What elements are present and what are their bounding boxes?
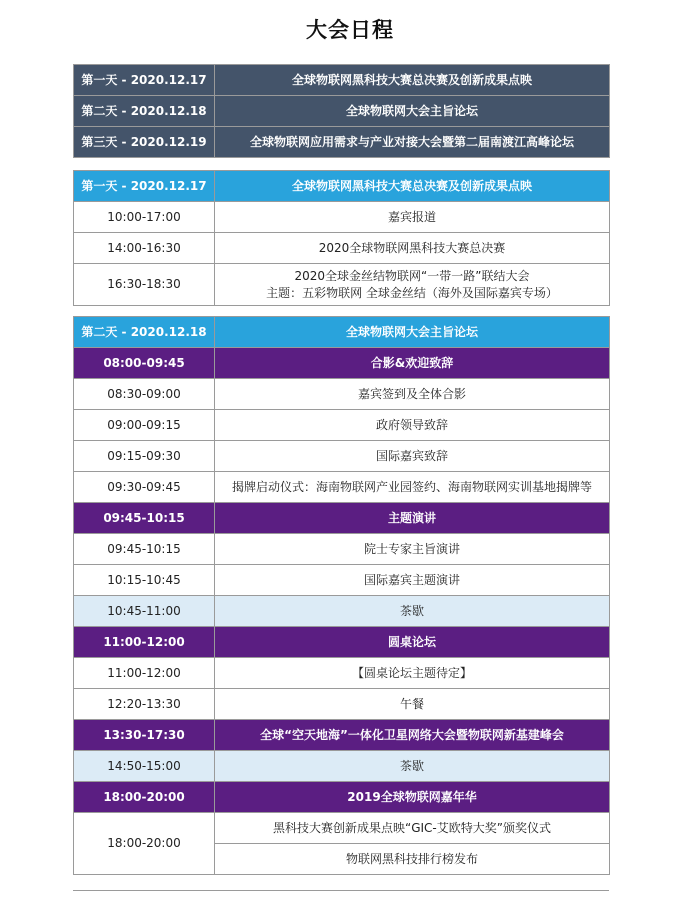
session-topic: 全球“空天地海”一体化卫星网络大会暨物联网新基建峰会	[215, 720, 610, 751]
break-row	[74, 596, 610, 627]
session-time: 11:00-12:00	[74, 627, 215, 658]
event-cell: 揭牌启动仪式：海南物联网产业园签约、海南物联网实训基地揭牌等	[215, 472, 610, 503]
session-header-row	[74, 348, 610, 379]
time-cell: 12:20-13:30	[74, 689, 215, 720]
day2-header-topic: 全球物联网大会主旨论坛	[215, 317, 610, 348]
event-line: 2020全球金丝结物联网“一带一路”联结大会	[294, 268, 530, 283]
day1-header-day: 第一天 - 2020.12.17	[74, 171, 215, 202]
session-header-row	[74, 503, 610, 534]
table-row	[74, 202, 610, 233]
overview-row	[74, 127, 610, 158]
day1-table	[73, 170, 610, 306]
event-cell: 2020全球物联网黑科技大赛总决赛	[215, 233, 610, 264]
event-cell: 午餐	[215, 689, 610, 720]
overview-day: 第三天 - 2020.12.19	[74, 127, 215, 158]
table-row	[74, 410, 610, 441]
session-topic: 圆桌论坛	[215, 627, 610, 658]
time-cell: 09:30-09:45	[74, 472, 215, 503]
session-topic: 2019全球物联网嘉年华	[215, 782, 610, 813]
time-cell: 18:00-20:00	[74, 813, 215, 875]
time-cell: 14:50-15:00	[74, 751, 215, 782]
session-time: 18:00-20:00	[74, 782, 215, 813]
event-cell: 院士专家主旨演讲	[215, 534, 610, 565]
table-row	[74, 689, 610, 720]
table-row	[74, 233, 610, 264]
overview-topic: 全球物联网应用需求与产业对接大会暨第二届南渡江高峰论坛	[215, 127, 610, 158]
session-header-row	[74, 782, 610, 813]
table-row	[74, 813, 610, 844]
table-row	[74, 534, 610, 565]
event-cell: 【圆桌论坛主题待定】	[215, 658, 610, 689]
table-row	[74, 441, 610, 472]
time-cell: 09:45-10:15	[74, 534, 215, 565]
table-row	[74, 472, 610, 503]
event-cell: 物联网黑科技排行榜发布	[215, 844, 610, 875]
page-title: 大会日程	[306, 18, 394, 42]
event-cell: 黑科技大赛创新成果点映“GIC-艾欧特大奖”颁奖仪式	[215, 813, 610, 844]
time-cell: 16:30-18:30	[74, 264, 215, 306]
event-cell: 嘉宾报道	[215, 202, 610, 233]
session-topic: 合影&欢迎致辞	[215, 348, 610, 379]
session-header-row	[74, 720, 610, 751]
overview-row	[74, 65, 610, 96]
time-cell: 10:15-10:45	[74, 565, 215, 596]
event-cell: 茶歇	[215, 596, 610, 627]
time-cell: 14:00-16:30	[74, 233, 215, 264]
day1-header-row	[74, 171, 610, 202]
overview-day: 第一天 - 2020.12.17	[74, 65, 215, 96]
day2-header-row	[74, 317, 610, 348]
bottom-divider	[73, 890, 609, 891]
event-cell: 国际嘉宾致辞	[215, 441, 610, 472]
table-row	[74, 658, 610, 689]
day2-table	[73, 316, 610, 875]
time-cell: 09:00-09:15	[74, 410, 215, 441]
overview-day: 第二天 - 2020.12.18	[74, 96, 215, 127]
time-cell: 09:15-09:30	[74, 441, 215, 472]
session-header-row	[74, 627, 610, 658]
session-time: 08:00-09:45	[74, 348, 215, 379]
time-cell: 08:30-09:00	[74, 379, 215, 410]
time-cell: 11:00-12:00	[74, 658, 215, 689]
overview-table	[73, 64, 610, 158]
day2-header-day: 第二天 - 2020.12.18	[74, 317, 215, 348]
event-cell: 茶歇	[215, 751, 610, 782]
overview-topic: 全球物联网黑科技大赛总决赛及创新成果点映	[215, 65, 610, 96]
overview-row	[74, 96, 610, 127]
table-row	[74, 379, 610, 410]
session-time: 09:45-10:15	[74, 503, 215, 534]
break-row	[74, 751, 610, 782]
event-cell: 嘉宾签到及全体合影	[215, 379, 610, 410]
overview-topic: 全球物联网大会主旨论坛	[215, 96, 610, 127]
time-cell: 10:00-17:00	[74, 202, 215, 233]
table-row	[74, 565, 610, 596]
event-cell	[215, 264, 610, 306]
session-topic: 主题演讲	[215, 503, 610, 534]
time-cell: 10:45-11:00	[74, 596, 215, 627]
day1-header-topic: 全球物联网黑科技大赛总决赛及创新成果点映	[215, 171, 610, 202]
event-cell: 政府领导致辞	[215, 410, 610, 441]
event-cell: 国际嘉宾主题演讲	[215, 565, 610, 596]
table-row	[74, 264, 610, 306]
session-time: 13:30-17:30	[74, 720, 215, 751]
event-subline: 主题：五彩物联网 全球金丝结（海外及国际嘉宾专场）	[266, 285, 558, 300]
